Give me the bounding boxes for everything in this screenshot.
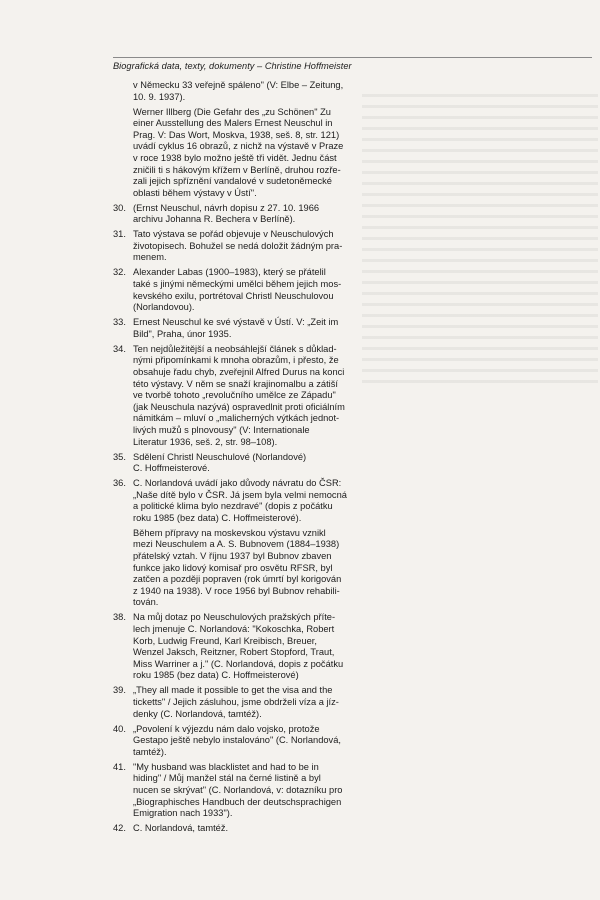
endnote-number: 35. bbox=[113, 451, 126, 462]
text-line: roku 1985 (bez data) C. Hoffmeisterové) bbox=[133, 670, 299, 681]
endnote-number: 42. bbox=[113, 823, 126, 834]
text-line: Bild", Praha, únor 1935. bbox=[133, 328, 232, 339]
note-paragraph bbox=[133, 685, 375, 720]
text-line: Prag. V: Das Wort, Moskva, 1938, seš. 8, str. 121) bbox=[133, 129, 340, 140]
text-line: kevského exilu, portrétoval Christl Neuschulovou bbox=[133, 290, 334, 301]
text-line: einer Ausstellung des Malers Ernest Neuschul in bbox=[133, 118, 333, 129]
text-line: a politické klima bylo nezdravé" (dopis z počátku bbox=[133, 501, 333, 512]
text-line: Korb, Ludwig Freund, Karl Kreibisch, Breuer, bbox=[133, 635, 317, 646]
endnote bbox=[113, 478, 375, 609]
note-text bbox=[133, 80, 375, 199]
endnote-text bbox=[133, 478, 375, 609]
endnote-number: 32. bbox=[113, 267, 126, 278]
endnote bbox=[113, 724, 375, 759]
endnote-text bbox=[133, 203, 375, 226]
text-line: nými připomínkami k mnoha obrazům, i přesto, že bbox=[133, 355, 339, 366]
text-line: námitkám – mluví o „malicherných výtkách jednot- bbox=[133, 413, 340, 424]
text-line: 10. 9. 1937). bbox=[133, 91, 186, 102]
endnote-text bbox=[133, 344, 375, 448]
text-line: hiding" / Můj manžel stál na černé listině a byl bbox=[133, 773, 321, 784]
endnote bbox=[113, 203, 375, 226]
text-line: v Německu 33 veřejně spáleno" (V: Elbe – Zeitung, bbox=[133, 80, 344, 90]
endnote-text bbox=[133, 823, 375, 835]
note-paragraph bbox=[133, 724, 375, 759]
endnote-text bbox=[133, 724, 375, 759]
endnotes-column bbox=[113, 80, 375, 835]
text-line: Gestapo ještě nebylo instalováno" (C. Norlandová, bbox=[133, 735, 341, 746]
endnote-number: 38. bbox=[113, 612, 126, 623]
text-line: C. Hoffmeisterové. bbox=[133, 463, 210, 474]
note-paragraph bbox=[133, 203, 375, 226]
note-paragraph bbox=[133, 107, 375, 200]
endnote-number: 36. bbox=[113, 478, 126, 489]
endnote-number: 41. bbox=[113, 761, 126, 772]
note-paragraph bbox=[133, 528, 375, 609]
text-line: tamtéž). bbox=[133, 746, 167, 757]
text-line: Ernest Neuschul ke své výstavě v Ústí. V: „Zeit im bbox=[133, 317, 339, 328]
text-line: Na můj dotaz po Neuschulových pražských příte- bbox=[133, 612, 336, 623]
note-paragraph bbox=[133, 823, 375, 835]
text-line: „They all made it possible to get the visa and the bbox=[133, 685, 333, 696]
text-line: oblasti během výstavy v Ústí". bbox=[133, 187, 257, 198]
text-line: ve tvorbě tohoto „revolučního umělce ze Západu" bbox=[133, 390, 336, 401]
text-line: C. Norlandová uvádí jako důvody návratu do ČSR: bbox=[133, 478, 342, 489]
text-line: Werner Illberg (Die Gefahr des „zu Schönen" Zu bbox=[133, 106, 331, 117]
endnote-number: 31. bbox=[113, 229, 126, 240]
text-line: zatčen a později popraven (rok úmrtí byl korigován bbox=[133, 574, 342, 585]
text-line: (Ernst Neuschul, návrh dopisu z 27. 10. 1966 bbox=[133, 202, 320, 213]
text-line: (jak Neuschula nazývá) ospravedlnit proti oficiálním bbox=[133, 401, 345, 412]
endnote-text bbox=[133, 612, 375, 682]
endnote bbox=[113, 762, 375, 820]
text-line: „Povolení k výjezdu nám dalo vojsko, protože bbox=[133, 723, 320, 734]
running-header: Biografická data, texty, dokumenty – Christine Hoffmeister bbox=[113, 61, 352, 71]
text-line: přátelský vztah. V říjnu 1937 byl Bubnov zbaven bbox=[133, 551, 332, 562]
note-paragraph bbox=[133, 612, 375, 682]
text-line: denky (C. Norlandová, tamtéž). bbox=[133, 708, 262, 719]
text-line: z 1940 na 1938). V roce 1956 byl Bubnov rehabili- bbox=[133, 585, 340, 596]
text-line: „Naše dítě bylo v ČSR. Já jsem byla velmi nemocná bbox=[133, 489, 347, 500]
note-paragraph bbox=[133, 762, 375, 820]
endnote bbox=[113, 344, 375, 448]
text-line: Tato výstava se pořád objevuje v Neuschulových bbox=[133, 229, 334, 240]
note-paragraph bbox=[133, 344, 375, 448]
endnote bbox=[113, 612, 375, 682]
text-line: Ten nejdůležitější a neobsáhlejší článek s důklad- bbox=[133, 343, 337, 354]
note-paragraph bbox=[133, 317, 375, 340]
text-line: „Biographisches Handbuch der deutschsprachigen bbox=[133, 796, 342, 807]
note-paragraph bbox=[133, 80, 375, 103]
text-line: lech jmenuje C. Norlandová: "Kokoschka, Robert bbox=[133, 624, 335, 635]
text-line: tován. bbox=[133, 597, 159, 608]
bleed-through-text bbox=[362, 86, 598, 386]
note-paragraph bbox=[133, 229, 375, 264]
text-line: také s jinými německými umělci během jejich mos- bbox=[133, 279, 342, 290]
endnote bbox=[113, 685, 375, 720]
note-paragraph bbox=[133, 478, 375, 524]
text-line: archivu Johanna R. Bechera v Berlíně). bbox=[133, 214, 296, 225]
text-line: této výstavy. V něm se snaží krajinomalbu a zátiší bbox=[133, 378, 338, 389]
text-line: Literatur 1936, seš. 2, str. 98–108). bbox=[133, 436, 278, 447]
endnote-text bbox=[133, 317, 375, 340]
endnote-text bbox=[133, 452, 375, 475]
text-line: v roce 1938 bylo možno ještě tři vidět. Jednu část bbox=[133, 152, 337, 163]
text-line: obsahuje řadu chyb, zveřejnil Alfred Durus na konci bbox=[133, 367, 345, 377]
endnote-text bbox=[133, 685, 375, 720]
note-continuation bbox=[113, 80, 375, 199]
endnote bbox=[113, 229, 375, 264]
endnote bbox=[113, 267, 375, 313]
text-line: zali jejich spříznění vandalové v sudetoněmecké bbox=[133, 176, 332, 187]
endnote-text bbox=[133, 267, 375, 313]
text-line: nucen se skrývat" (C. Norlandová, v: dotazníku pro bbox=[133, 784, 343, 795]
text-line: livých mužů s plnovousy" (V: Internationale bbox=[133, 424, 310, 435]
endnote-number: 33. bbox=[113, 317, 126, 328]
endnote-text bbox=[133, 762, 375, 820]
endnote-number: 40. bbox=[113, 723, 126, 734]
text-line: C. Norlandová, tamtéž. bbox=[133, 823, 229, 834]
text-line: menem. bbox=[133, 252, 167, 263]
text-line: Emigration nach 1933"). bbox=[133, 808, 233, 819]
text-line: funkce jako lidový komisař pro osvětu RFSR, byl bbox=[133, 562, 333, 573]
endnote-number: 34. bbox=[113, 343, 126, 354]
text-line: uvádí cyklus 16 obrazů, z nichž na výstavě v Praze bbox=[133, 141, 344, 152]
text-line: Miss Warriner a j." (C. Norlandová, dopis z počátku bbox=[133, 658, 344, 669]
text-line: Alexander Labas (1900–1983), který se přátelil bbox=[133, 267, 326, 278]
endnote bbox=[113, 452, 375, 475]
text-line: mezi Neuschulem a A. S. Bubnovem (1884–1938) bbox=[133, 539, 340, 550]
text-line: roku 1985 (bez data) C. Hoffmeisterové). bbox=[133, 512, 302, 523]
endnote bbox=[113, 823, 375, 835]
text-line: Wenzel Jaksch, Reitzner, Robert Stopford, Traut, bbox=[133, 647, 335, 658]
endnote bbox=[113, 317, 375, 340]
text-line: (Norlandovou). bbox=[133, 302, 195, 313]
endnote-text bbox=[133, 229, 375, 264]
text-line: Sdělení Christl Neuschulové (Norlandové) bbox=[133, 451, 307, 462]
endnote-number: 30. bbox=[113, 202, 126, 213]
header-rule bbox=[113, 57, 592, 58]
endnote-number: 39. bbox=[113, 685, 126, 696]
text-line: "My husband was blacklistet and had to be in bbox=[133, 761, 319, 772]
text-line: zničili ti s hákovým křížem v Berlíně, druhou rozře- bbox=[133, 164, 341, 175]
text-line: životopisech. Bohužel se nedá doložit žádným pra- bbox=[133, 240, 343, 251]
text-line: ticketts" / Jejich zásluhou, jsme obdrželi víza a jíz- bbox=[133, 696, 339, 707]
text-line: Během přípravy na moskevskou výstavu vznikl bbox=[133, 527, 326, 538]
note-paragraph bbox=[133, 267, 375, 313]
note-paragraph bbox=[133, 452, 375, 475]
